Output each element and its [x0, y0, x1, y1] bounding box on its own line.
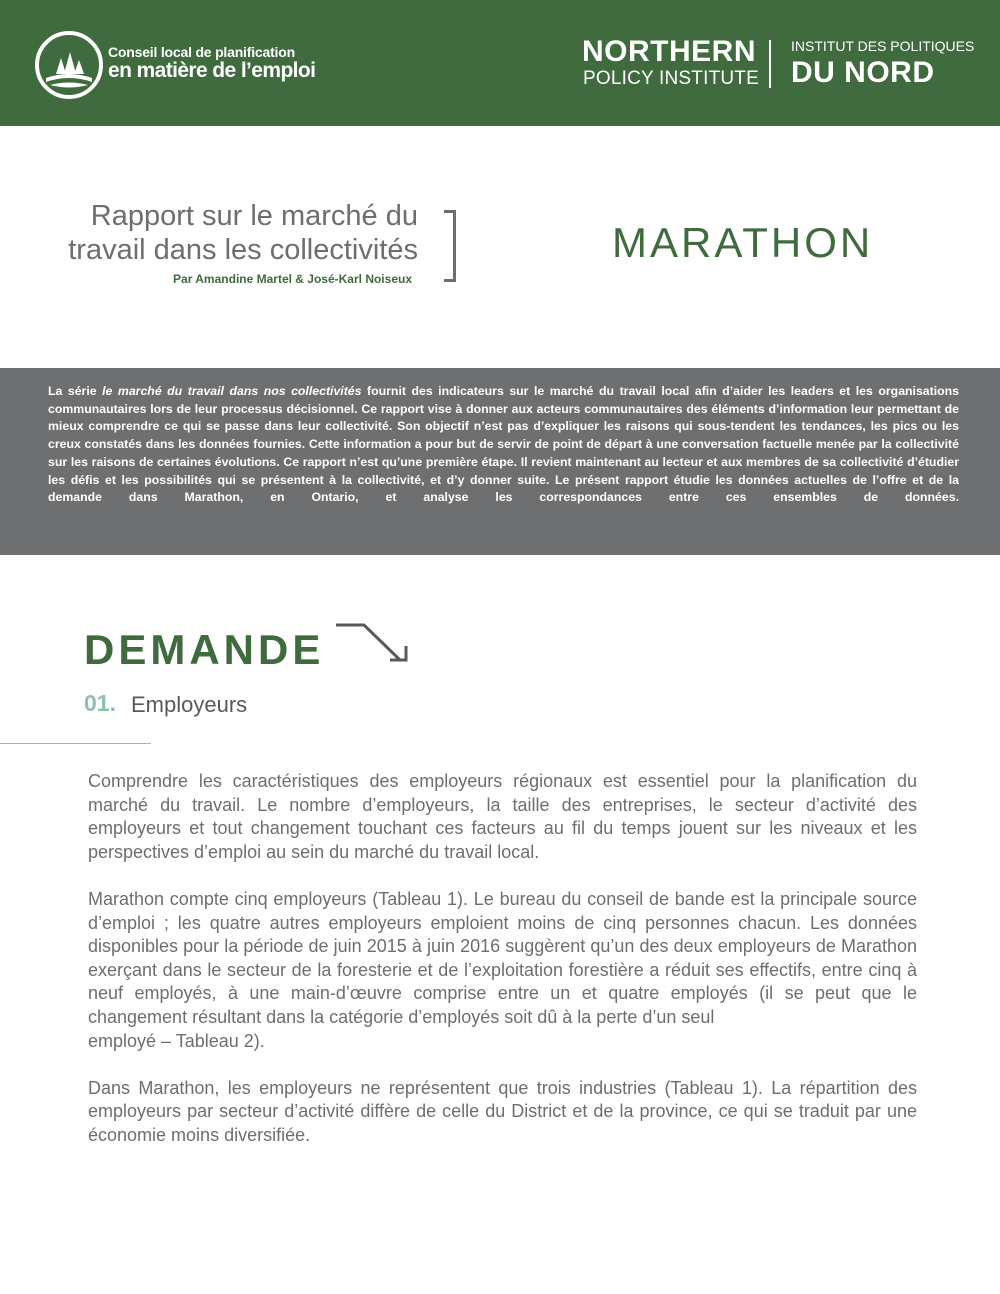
community-name: MARATHON [612, 219, 874, 266]
tree-logo-icon [34, 30, 104, 100]
bracket-decoration [444, 210, 456, 282]
logo-divider [769, 40, 771, 88]
clp-name-line2: en matière de l’emploi [108, 59, 316, 82]
subsection-rule [0, 743, 151, 744]
report-title-line2: travail dans les collectivités [68, 234, 418, 266]
report-title-line1: Rapport sur le marché du [90, 200, 418, 232]
subsection-title: Employeurs [131, 692, 248, 717]
intro-text-after: fournit des indicateurs sur le marché du travail local afin d’aider les leaders et les organisations communautaires lors de leur processus décisionnel. Ce rapport vise à donner aux acteurs communautaires des éléments d’information leur permettant de mieux comprendre ce qui se passe dans leur collectivité. Son objectif n’est pas d’expliquer les raisons qui sous-tendent les tendances, les pics ou les creux constatés dans les données fournies. Cette information a pour but de servir de point de départ à une conversation factuelle menée par la collectivité sur les raisons de certaines évolutions. Ce rapport n’est qu’une première étape. Il revient maintenant au lecteur et aux membres de sa collectivité d’étudier les défis et les possibilités qui se présentent à la collectivité, et d’y donner suite. Le présent rapport étudie les données actuelles de l’offre et de la demande dans Marathon, en Ontario, et analyse les correspondances entre ces ensembles de données. [48, 384, 960, 505]
npi-logo-northern: NORTHERN [582, 35, 756, 68]
report-title [68, 199, 418, 267]
subsection-number: 01. [84, 690, 116, 716]
page-header [0, 0, 1000, 126]
intro-series-name: le marché du travail dans nos collectivités [102, 384, 362, 398]
body-paragraph-2-main: Marathon compte cinq employeurs (Tableau 1). Le bureau du conseil de bande est la principale source d’emploi ; les quatre autres employeurs emploient moins de cinq personnes chacun. Les données disponibles pour la période de juin 2015 à juin 2016 suggèrent qu’un des deux employeurs de Marathon exerçant dans le secteur de la foresterie et de l’exploitation forestière a réduit ses effectifs, entre cinq à neuf employés, à une main-d’œuvre comprise entre un et quatre employés (il se peut que le changement résultant dans la catégorie d’employés soit dû à la perte d’un seul [88, 888, 917, 1027]
clp-name-line1: Conseil local de planification [108, 44, 295, 60]
intro-paragraph [48, 383, 959, 507]
body-paragraph-2-end: employé – Tableau 2). [88, 1030, 265, 1051]
arrow-down-right-icon [334, 620, 414, 672]
ipn-logo-line2: DU NORD [791, 56, 935, 89]
body-paragraph-3: Dans Marathon, les employeurs ne représentent que trois industries (Tableau 1). La répartition des employeurs par secteur d’activité diffère de celle du District et de la province, ce qui se traduit par une économie moins diversifiée. [88, 1077, 917, 1145]
body-paragraph-1: Comprendre les caractéristiques des employeurs régionaux est essentiel pour la planification du marché du travail. Le nombre d’employeurs, la taille des entreprises, le secteur d’activité des employeurs et tout changement touchant ces facteurs au fil du temps jouent sur les niveaux et les perspectives d’emploi au sein du marché du travail local. [88, 771, 917, 862]
ipn-logo-line1: INSTITUT DES POLITIQUES [791, 38, 975, 54]
section-heading: DEMANDE [84, 626, 325, 673]
npi-logo-policy-institute: POLICY INSTITUTE [583, 68, 759, 89]
intro-text-before: La série [48, 384, 103, 398]
body-text [88, 770, 917, 1171]
body-paragraph-2 [88, 888, 917, 1030]
authors-byline: Par Amandine Martel & José-Karl Noiseux [173, 272, 412, 286]
